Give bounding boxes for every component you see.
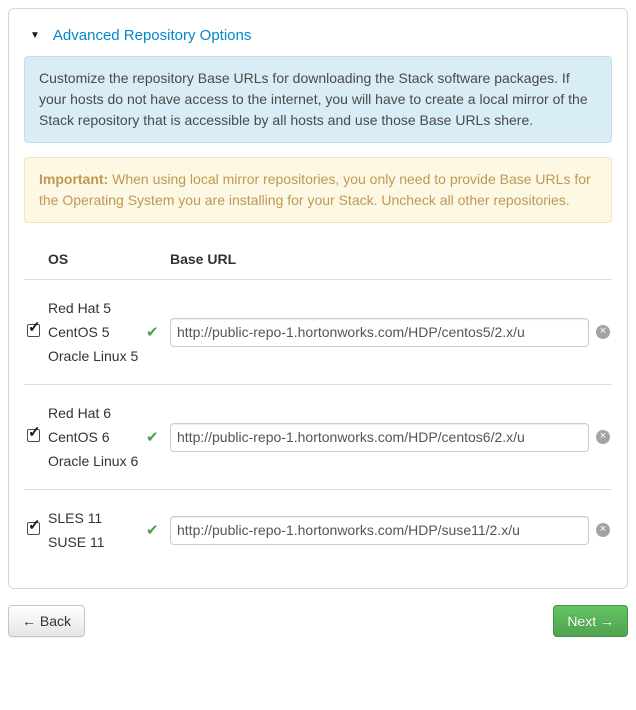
collapse-caret-icon[interactable]: ▼ (30, 29, 40, 41)
os-label: SLES 11 (48, 510, 103, 526)
os-checkbox[interactable] (27, 324, 40, 337)
os-cell (48, 394, 140, 480)
base-url-cell (170, 423, 612, 452)
valid-check-icon: ✔ (146, 324, 159, 341)
os-label: CentOS 6 (48, 429, 110, 445)
advanced-repository-options-panel (8, 8, 628, 589)
os-label: SUSE 11 (48, 534, 105, 550)
validation-cell (140, 428, 170, 446)
os-checkbox[interactable] (27, 429, 40, 442)
clear-url-icon[interactable]: × (596, 523, 610, 537)
advanced-repository-options-toggle[interactable]: Advanced Repository Options (52, 27, 252, 44)
validation-cell (140, 323, 170, 341)
os-checkbox[interactable] (27, 522, 40, 535)
base-url-input[interactable] (170, 423, 589, 452)
checkbox-cell (24, 429, 48, 445)
base-url-input[interactable] (170, 318, 589, 347)
clear-url-icon[interactable]: × (596, 325, 610, 339)
repo-rows (24, 280, 612, 570)
base-url-cell (170, 516, 612, 545)
os-cell (48, 289, 140, 375)
base-url-input[interactable] (170, 516, 589, 545)
os-label: CentOS 5 (48, 324, 110, 340)
os-label: Oracle Linux 6 (48, 453, 139, 469)
table-row (24, 280, 612, 385)
valid-check-icon: ✔ (146, 522, 159, 539)
os-label: Oracle Linux 5 (48, 348, 139, 364)
warning-alert-text: When using local mirror repositories, you only need to provide Base URLs for the Operating System you are installing for your Stack. Uncheck all other repositories. (39, 171, 591, 208)
back-button[interactable]: ← Back (8, 605, 85, 637)
table-row (24, 385, 612, 490)
base-url-cell (170, 318, 612, 347)
valid-check-icon: ✔ (146, 429, 159, 446)
wizard-footer (8, 605, 628, 637)
table-header-row (24, 241, 612, 280)
next-button[interactable]: Next → (553, 605, 628, 637)
column-header-os: OS (48, 251, 69, 267)
warning-alert-label: Important: (39, 171, 109, 187)
os-label: Red Hat 6 (48, 405, 112, 421)
checkbox-cell (24, 324, 48, 340)
clear-url-icon[interactable]: × (596, 430, 610, 444)
checkbox-cell (24, 522, 48, 538)
validation-cell (140, 521, 170, 539)
info-alert-text: Customize the repository Base URLs for downloading the Stack software packages. If your hosts do not have access to the internet, you will have to create a local mirror of the Stack repository that is accessible by all hosts and use those Base URLs shere. (39, 70, 588, 128)
repositories-table (24, 241, 612, 570)
table-row (24, 490, 612, 570)
warning-alert (24, 157, 612, 223)
column-header-base-url: Base URL (170, 251, 237, 267)
os-label: Red Hat 5 (48, 300, 112, 316)
os-cell (48, 499, 140, 561)
panel-header (24, 19, 612, 56)
info-alert (24, 56, 612, 143)
